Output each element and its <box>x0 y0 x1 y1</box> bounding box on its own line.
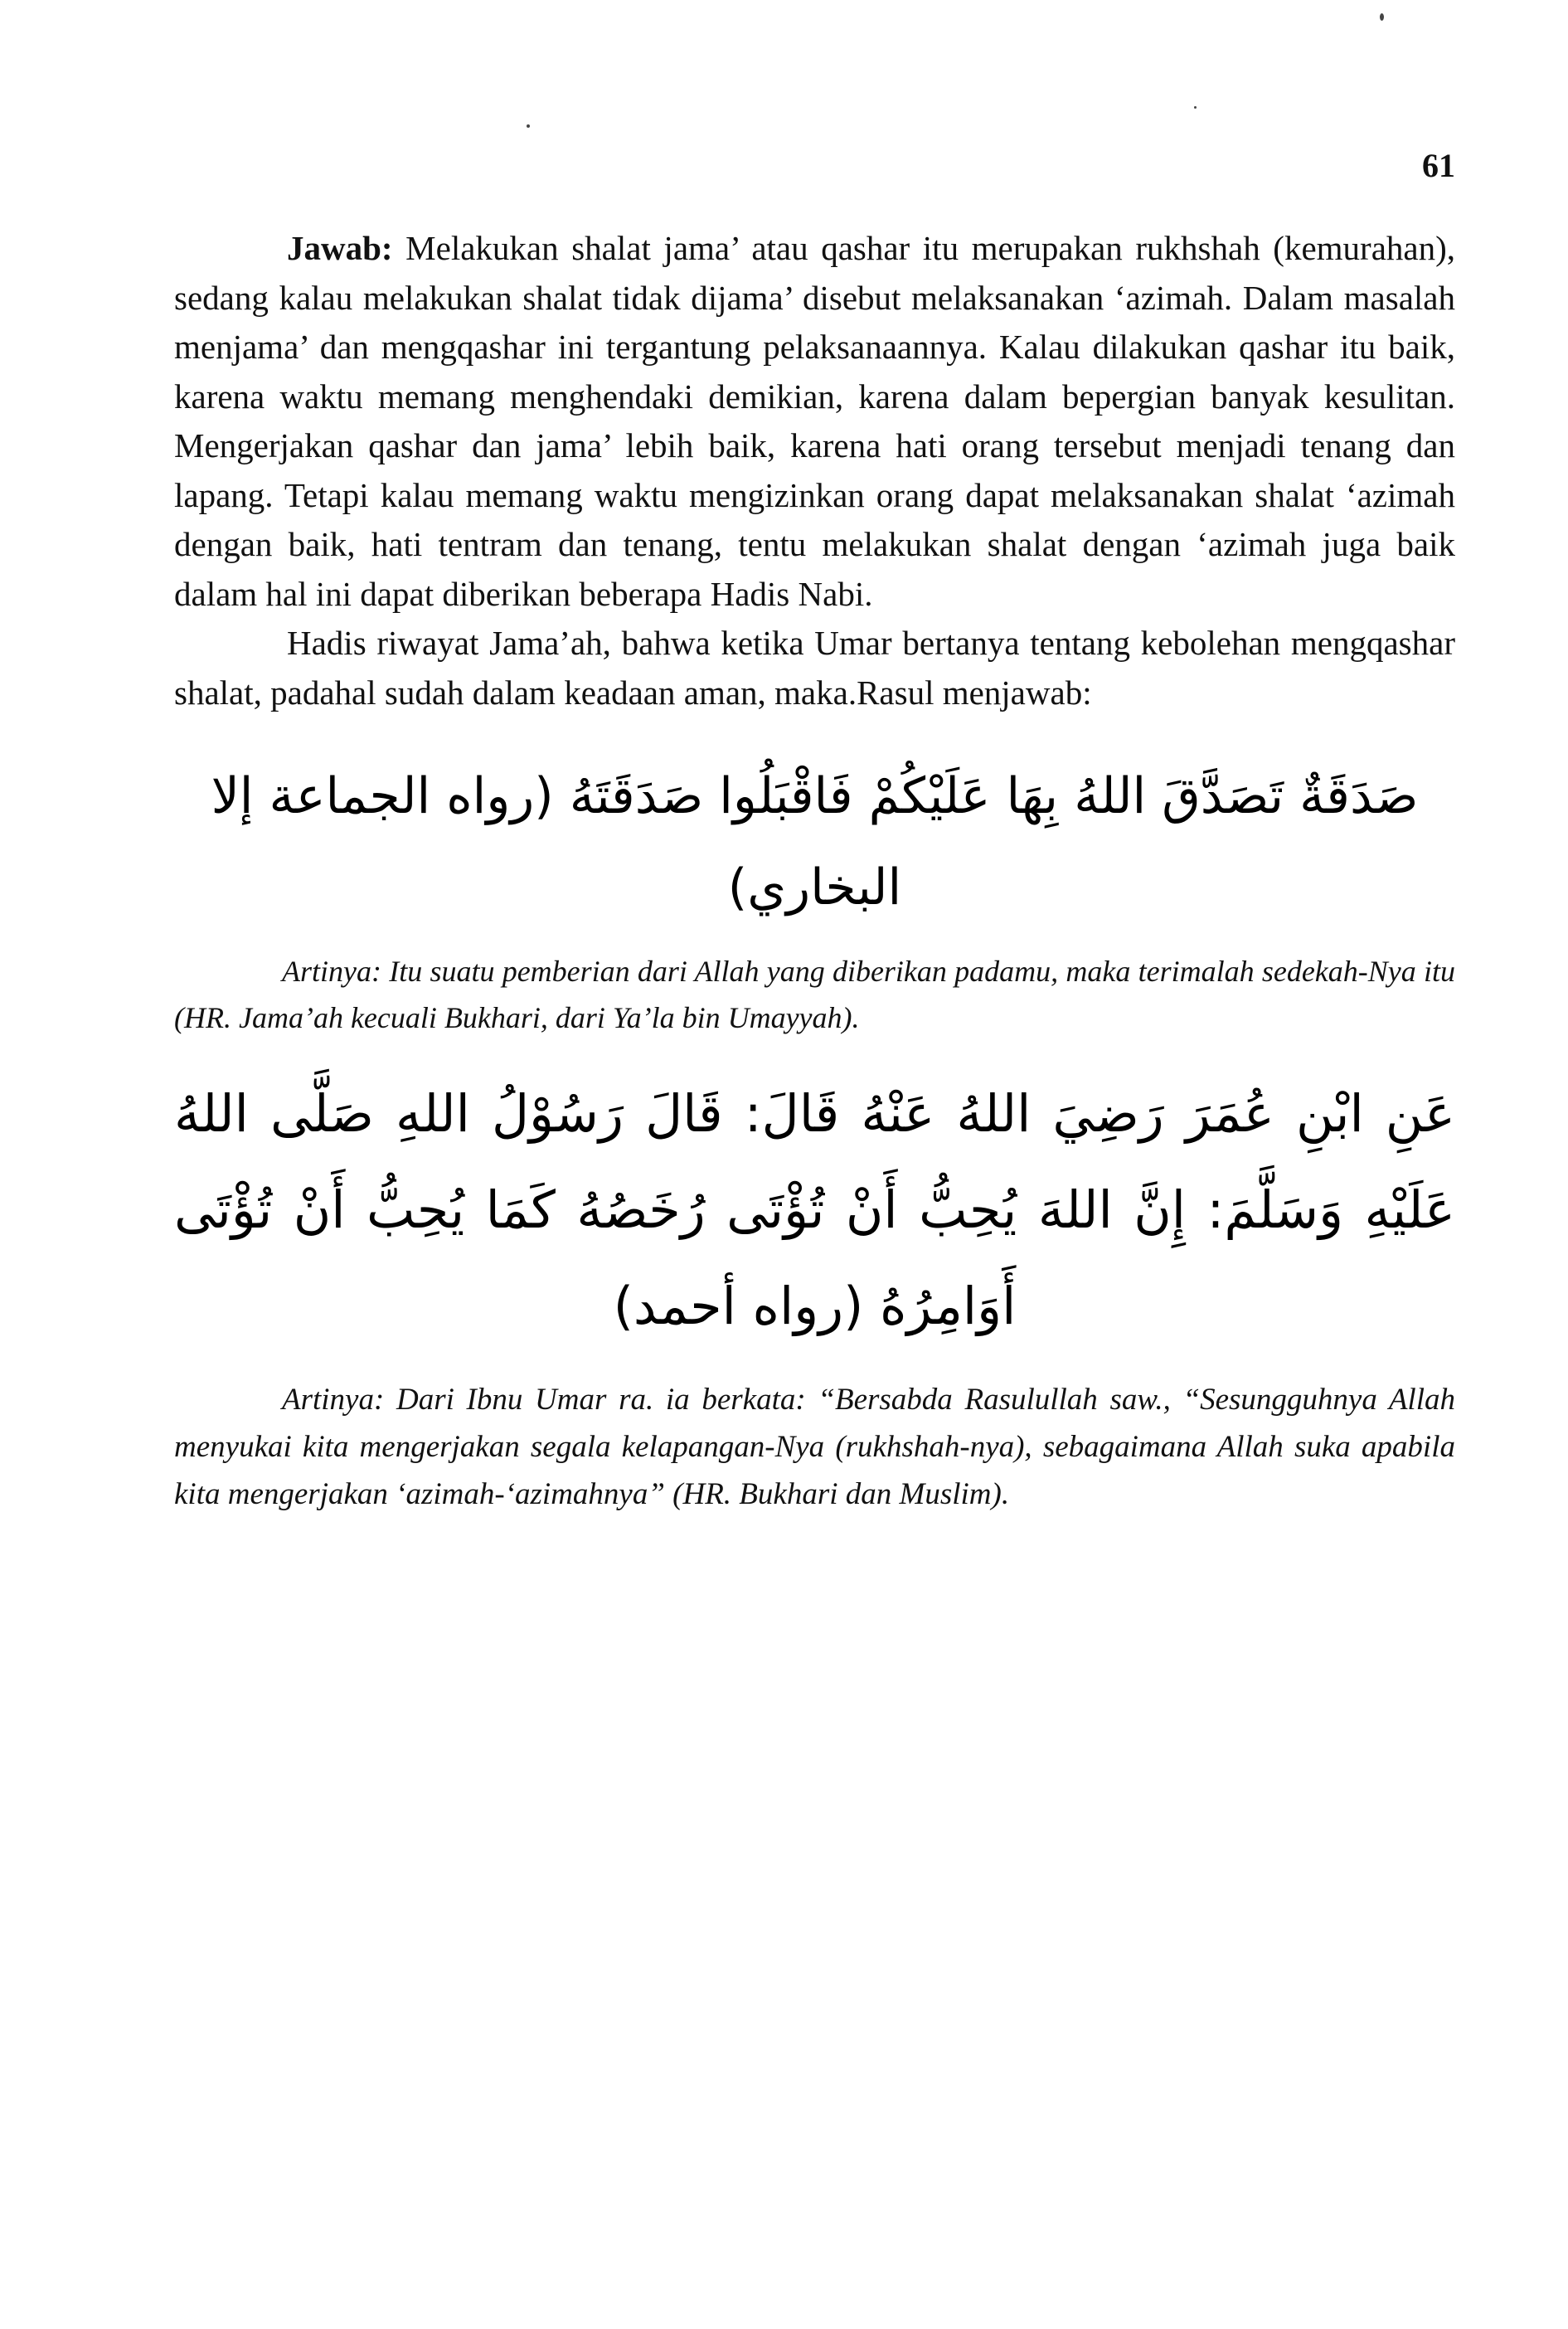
answer-text: Melakukan shalat jama’ atau qashar itu merupakan rukhshah (kemurahan), sedang kalau melakukan shalat tidak dijama’ disebut melaksanakan ‘azimah. Dalam masalah menjama’ dan mengqashar ini tergantung pelaksanaannya. Kalau dilakukan qashar itu baik, karena waktu memang menghendaki demikian, karena dalam bepergian banyak kesulitan. Mengerjakan qashar dan jama’ lebih baik, karena hati orang tersebut menjadi tenang dan lapang. Tetapi kalau memang waktu mengizinkan orang dapat melaksanakan shalat ‘azimah dengan baik, hati tentram dan tenang, tentu melakukan shalat dengan ‘azimah juga baik dalam hal ini dapat diberikan beberapa Hadis Nabi. <box>174 229 1455 613</box>
answer-paragraph <box>174 224 1455 619</box>
hadith-intro-paragraph: Hadis riwayat Jama’ah, bahwa ketika Umar bertanya tentang kebolehan mengqashar shalat, padahal sudah dalam keadaan aman, maka.Rasul menjawab: <box>174 624 1455 712</box>
scan-speck <box>1194 106 1197 109</box>
answer-label: Jawab: <box>287 229 393 267</box>
page-content <box>174 224 1455 1518</box>
hadith-1-translation: Artinya: Itu suatu pemberian dari Allah yang diberikan padamu, maka terimalah sedekah-Nya itu (HR. Jama’ah kecuali Bukhari, dari Ya’la bin Umayyah). <box>174 955 1455 1034</box>
scan-speck <box>1380 13 1384 21</box>
scan-speck <box>527 124 530 128</box>
page-number: 61 <box>1422 147 1455 184</box>
hadith-2-translation: Artinya: Dari Ibnu Umar ra. ia berkata: “Bersabda Rasulullah saw., “Sesungguhnya Allah menyukai kita mengerjakan segala kelapangan-Nya (rukhshah-nya), sebagaimana Allah suka apabila kita mengerjakan ‘azimah-‘azimahnya” (HR. Bukhari dan Muslim). <box>174 1383 1455 1511</box>
hadith-2-arabic: عَنِ ابْنِ عُمَرَ رَضِيَ اللهُ عَنْهُ قَالَ: قَالَ رَسُوْلُ اللهِ صَلَّى اللهُ عَلَيْهِ وَسَلَّمَ: إِنَّ اللهَ يُحِبُّ أَنْ تُؤْتَى رُخَصُهُ كَمَا يُحِبُّ أَنْ تُؤْتَى أَوَامِرُهُ (رواه أحمد) <box>174 1083 1455 1336</box>
hadith-1-arabic: صَدَقَةٌ تَصَدَّقَ اللهُ بِهَا عَلَيْكُمْ فَاقْبَلُوا صَدَقَتَهُ (رواه الجماعة إلا البخاري) <box>211 767 1419 917</box>
